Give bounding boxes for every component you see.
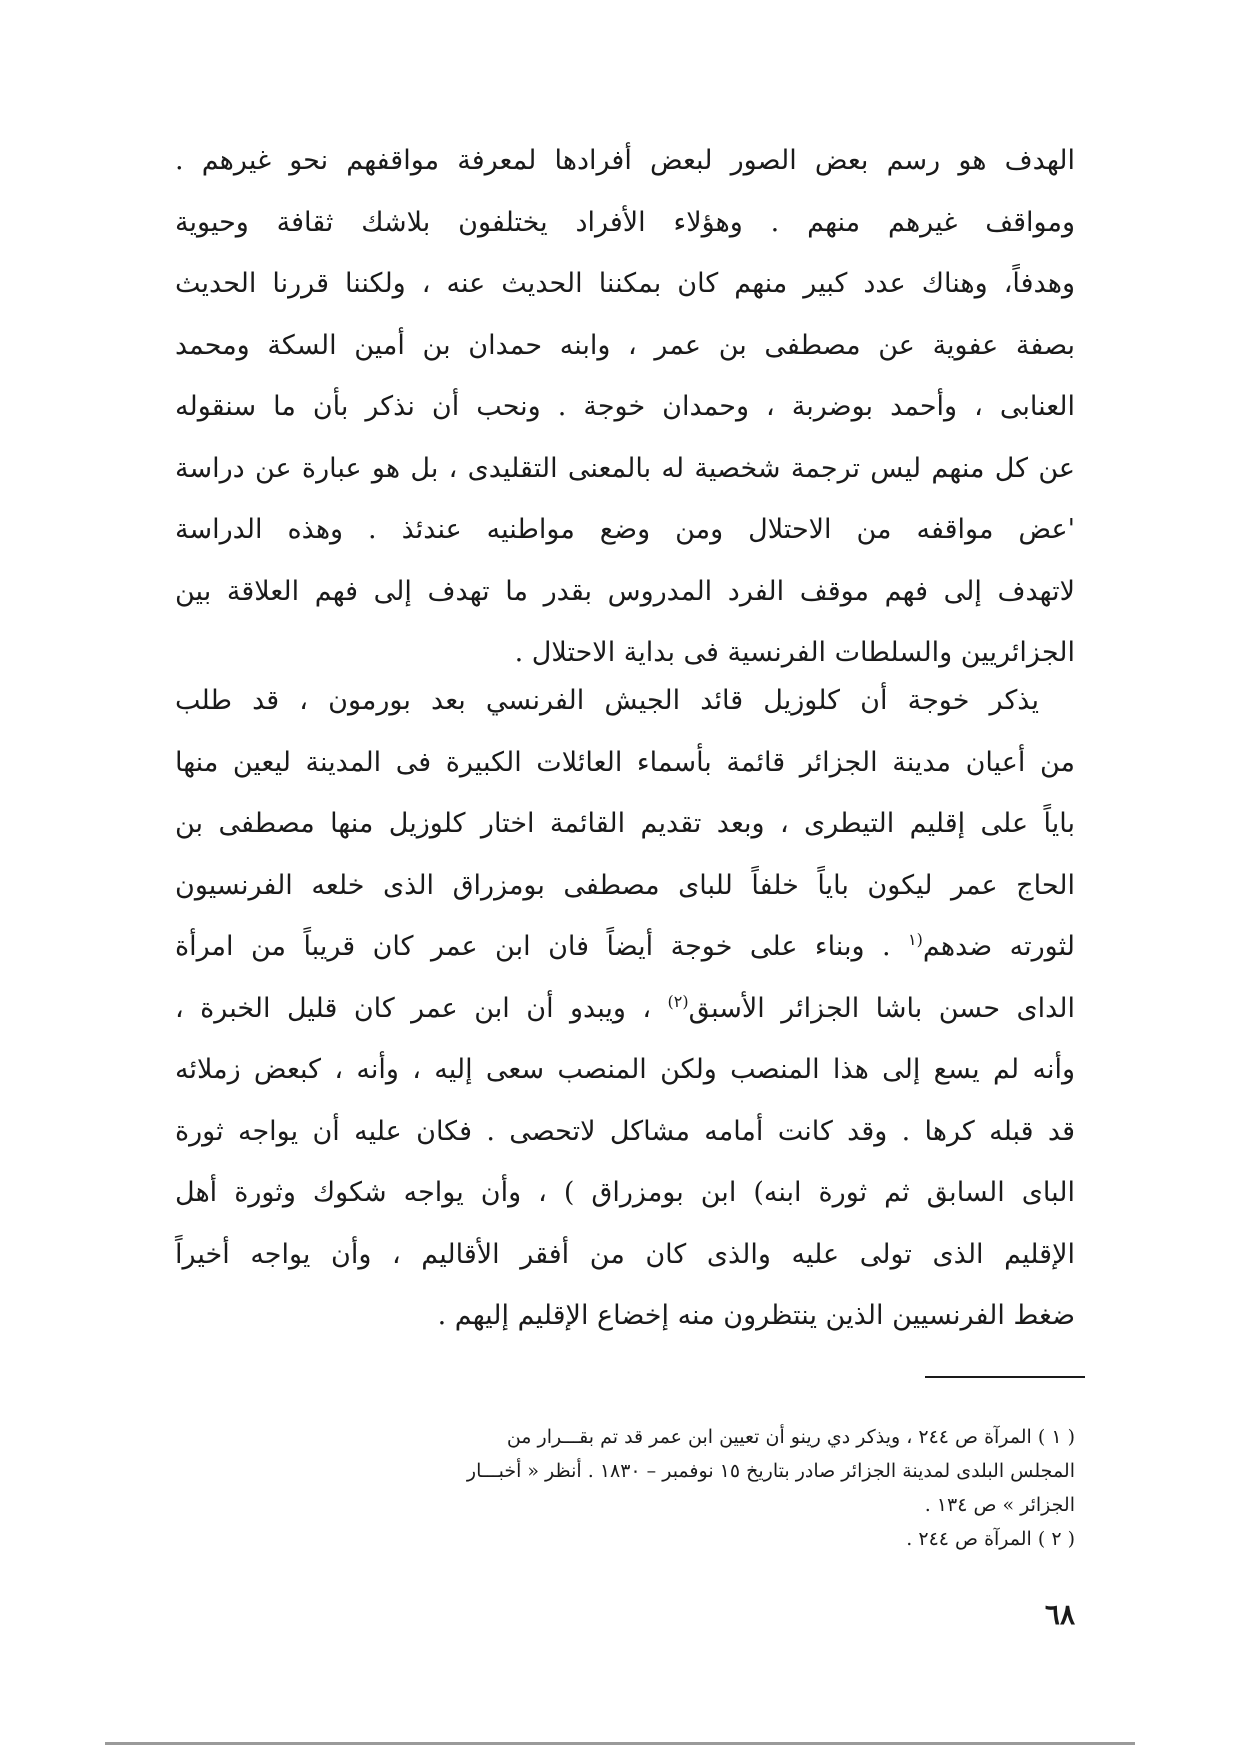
text-line: من أعيان مدينة الجزائر قائمة بأسماء العائلات الكبيرة فى المدينة ليعين منها [175,746,1075,778]
text-line-content: يذكر خوجة أن كلوزيل قائد الجيش الفرنسي بعد بورمون ، قد طلب [175,685,1039,716]
text-line-part: . وبناء على خوجة أيضاً فان ابن عمر كان قريباً من امرأة [175,931,891,962]
text-line: العنابى ، وأحمد بوضربة ، وحمدان خوجة . ونحب أن نذكر بأن ما سنقوله [175,391,1075,422]
footnote-1-line-2: المجلس البلدى لمدينة الجزائر صادر بتاريخ ١٥ نوفمبر – ١٨٣٠ . أنظر « أخبـــار [466,1460,1075,1482]
text-line: وهدفاً، وهناك عدد كبير منهم كان بمكننا الحديث عنه ، ولكننا قررنا الحديث [175,268,1075,299]
footnote-1-line-3: الجزائر » ص ١٣٤ . [924,1494,1075,1516]
text-line-part: لثورته ضدهم [922,931,1075,962]
page-bottom-edge [105,1742,1135,1745]
text-line-part: الداى حسن باشا الجزائر الأسبق [688,992,1075,1024]
footnote-2: ( ٢ ) المرآة ص ٢٤٤ . [906,1528,1075,1550]
footnote-reference-2: (٢) [667,991,689,1011]
paragraph-1 [175,130,1075,684]
text-line: ومواقف غيرهم منهم . وهؤلاء الأفراد يختلفون بلاشك ثقافة وحيوية [175,206,1075,238]
text-line [175,916,1075,978]
text-line: باياً على إقليم التيطرى ، وبعد تقديم القائمة اختار كلوزيل منها مصطفى بن [175,808,1075,839]
footnote-reference-1: (١ [908,930,923,949]
text-line: الباى السابق ثم ثورة ابنه) ابن بومزراق ) ، وأن يواجه شكوك وثورة أهل [175,1177,1075,1208]
text-line: الحاج عمر ليكون باياً خلفاً للباى مصطفى بومزراق الذى خلعه الفرنسيون [175,869,1075,901]
text-line: بصفة عفوية عن مصطفى بن عمر ، وابنه حمدان بن أمين السكة ومحمد [175,329,1075,361]
text-line: قد قبله كرها . وقد كانت أمامه مشاكل لاتحصى . فكان عليه أن يواجه ثورة [175,1115,1075,1147]
text-line-part: ، ويبدو أن ابن عمر كان قليل الخبرة ، [175,992,668,1024]
text-line: الجزائريين والسلطات الفرنسية فى بداية الاحتلال . [514,637,1075,668]
text-line: عن كل منهم ليس ترجمة شخصية له بالمعنى التقليدى ، بل هو عبارة عن دراسة [175,452,1075,484]
text-line: ضغط الفرنسيين الذين ينتظرون منه إخضاع الإقليم إليهم . [437,1300,1075,1331]
text-line: لاتهدف إلى فهم موقف الفرد المدروس بقدر ما تهدف إلى فهم العلاقة بين [175,575,1075,607]
footnote-divider [925,1376,1085,1378]
text-line [175,670,1075,732]
text-line: الهدف هو رسم بعض الصور لبعض أفرادها لمعرفة مواقفهم نحو غيرهم . [175,145,1075,176]
page-number: ٦٨ [1044,1598,1075,1631]
text-line: الإقليم الذى تولى عليه والذى كان من أفقر الأقاليم ، وأن يواجه أخيراً [175,1238,1075,1270]
text-line: 'عض مواقفه من الاحتلال ومن وضع مواطنيه عندئذ . وهذه الدراسة [175,514,1075,545]
text-line [175,978,1075,1040]
footnote-1-line-1: ( ١ ) المرآة ص ٢٤٤ ، ويذكر دي رينو أن تعيين ابن عمر قد تم بقـــرار من [506,1426,1075,1448]
text-line: وأنه لم يسع إلى هذا المنصب ولكن المنصب سعى إليه ، وأنه ، كبعض زملائه [175,1054,1075,1085]
footnotes [175,1420,1075,1556]
paragraph-2 [175,670,1075,1347]
